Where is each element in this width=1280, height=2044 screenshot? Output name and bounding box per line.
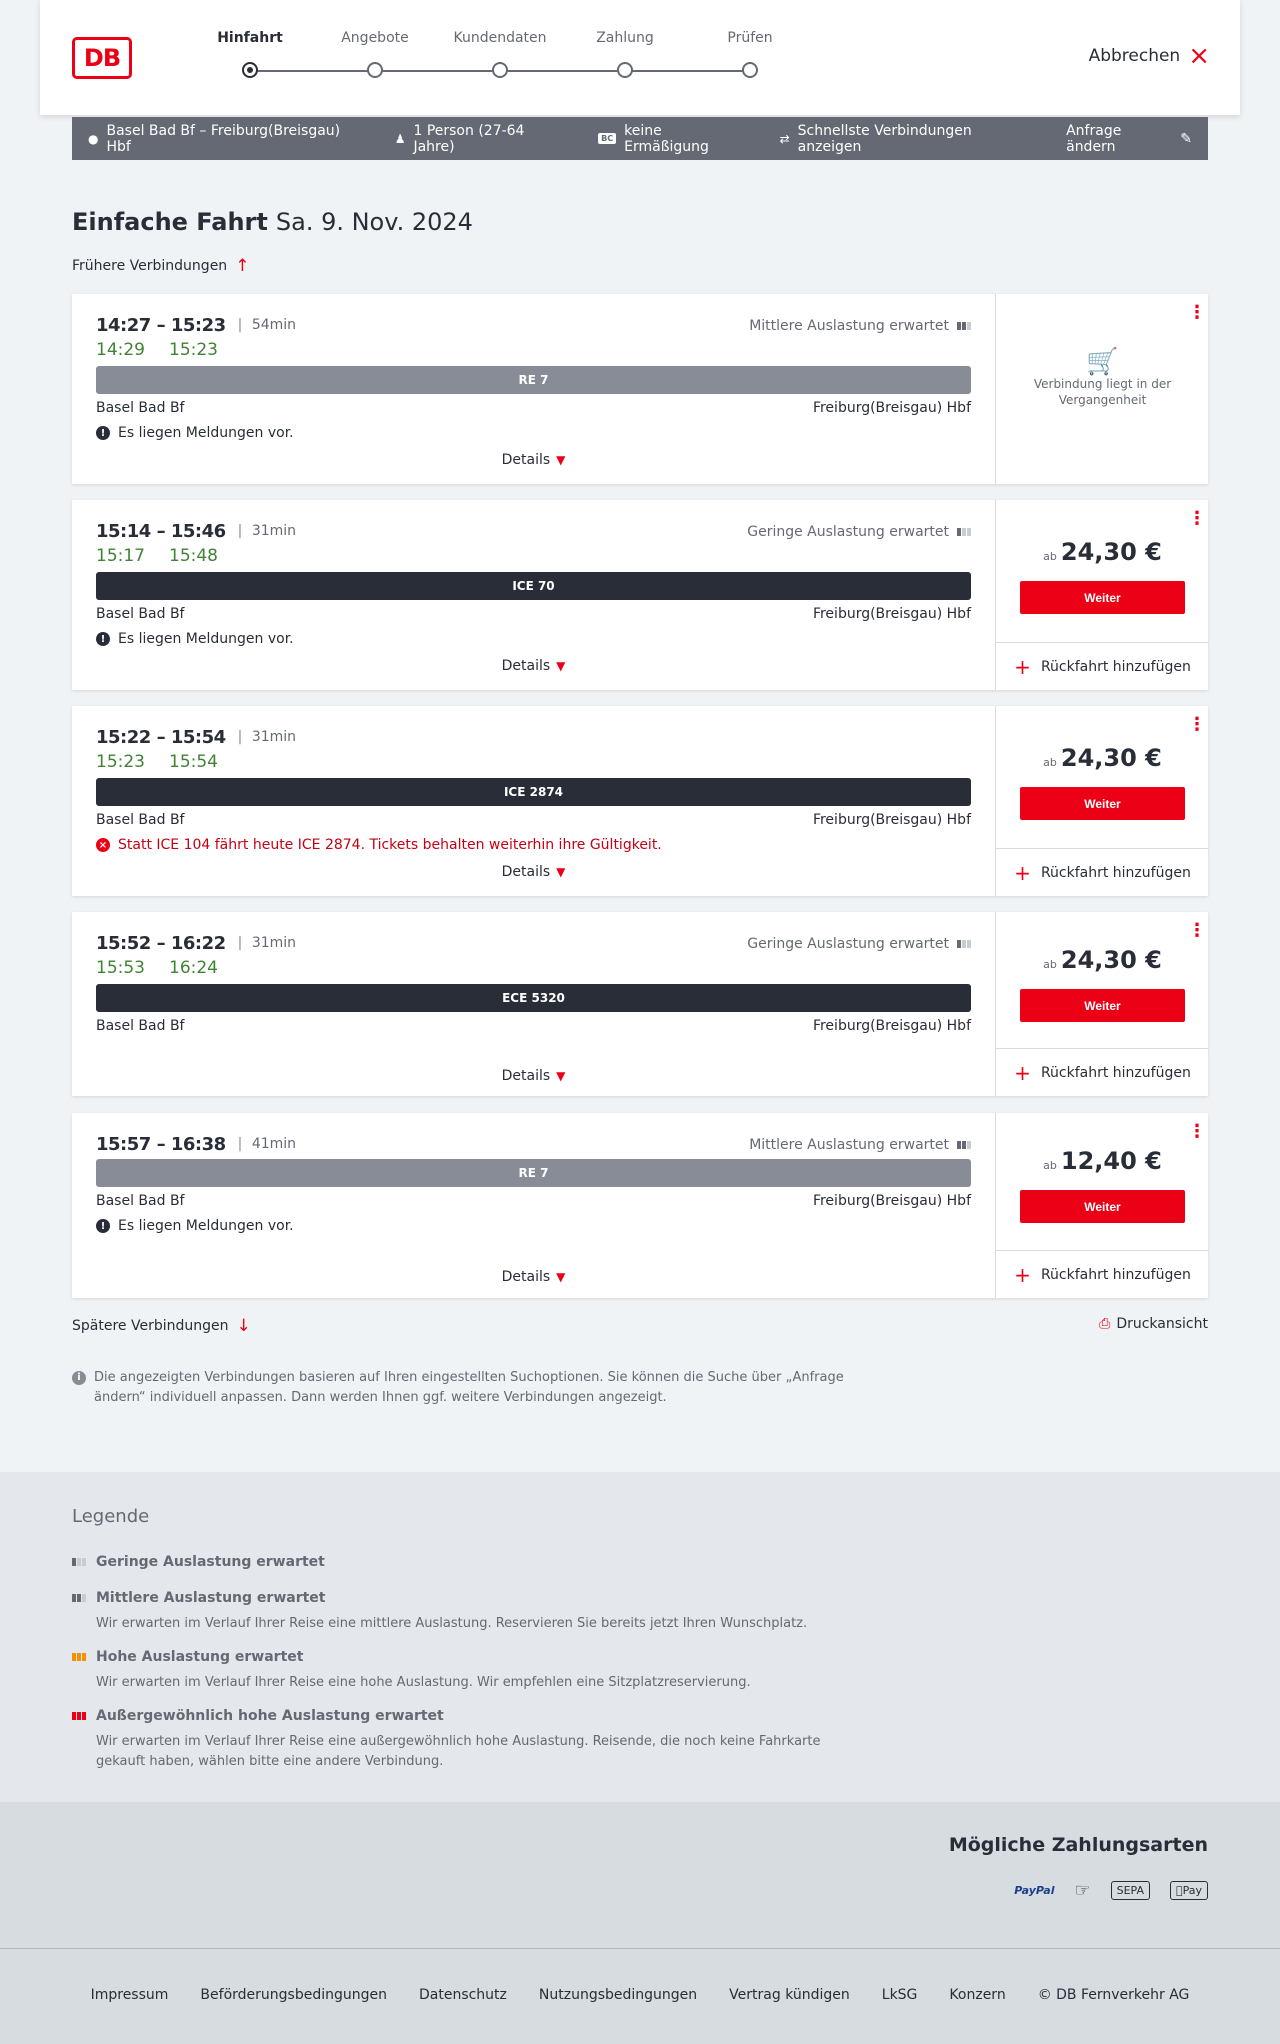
payment-methods [0, 1802, 1280, 1948]
step-kundendaten [440, 30, 560, 78]
load-high-icon [72, 1653, 88, 1661]
separator: | [237, 317, 242, 333]
step-label: Prüfen [727, 30, 773, 46]
change-request-label: Anfrage ändern [1066, 122, 1122, 155]
info-note-text: Die angezeigten Verbindungen basieren auf Ihren eingestellten Suchoptionen. Sie können die Suche über „Anfrage ändern“ individuell anpassen. Dann werden Ihnen ggf. weitere Verbindungen angezeigt. [94, 1370, 844, 1405]
apple-pay-label: Pay [1182, 1884, 1202, 1897]
duration: 41min [251, 1136, 297, 1152]
load-indicator [747, 524, 971, 540]
connection-card [72, 912, 1208, 1096]
connection-card [72, 500, 1208, 690]
footer-link-impressum[interactable]: Impressum [90, 1987, 169, 2003]
load-low-icon [957, 528, 971, 536]
load-low-icon [72, 1558, 88, 1566]
legend-item-description: Wir erwarten im Verlauf Ihrer Reise eine hohe Auslastung. Wir empfehlen eine Sitzplatzreservierung. [96, 1675, 751, 1690]
connection-card [72, 1113, 1208, 1298]
notice-text: Es liegen Meldungen vor. [118, 425, 294, 441]
more-options-icon[interactable]: ⋮ [1188, 920, 1206, 941]
destination-station: Freiburg(Breisgau) Hbf [812, 606, 971, 622]
duration: 31min [251, 523, 297, 539]
destination-station: Freiburg(Breisgau) Hbf [812, 812, 971, 828]
alert-icon: ! [96, 426, 110, 440]
price-prefix: ab [1043, 1159, 1057, 1172]
stations [96, 606, 971, 624]
arrow-up-icon: ↑ [235, 256, 250, 276]
add-return-button[interactable] [996, 848, 1209, 896]
origin-station: Basel Bad Bf [96, 400, 185, 416]
train-bar[interactable]: RE 7 [96, 1159, 971, 1187]
apple-logo-icon [1176, 1884, 1183, 1897]
duration: 31min [251, 729, 297, 745]
sepa-icon: SEPA [1111, 1881, 1150, 1900]
stations [96, 400, 971, 418]
search-summary-bar [72, 117, 1208, 160]
stations [96, 1193, 971, 1211]
print-label: Druckansicht [1116, 1316, 1208, 1332]
plus-icon: + [1014, 654, 1031, 679]
details-toggle[interactable] [72, 864, 995, 880]
details-toggle[interactable] [72, 1269, 995, 1285]
notice [96, 630, 971, 648]
legend-item-title: Geringe Auslastung erwartet [96, 1554, 325, 1570]
page-title [72, 208, 473, 236]
change-request-link[interactable] [1066, 123, 1192, 155]
price-amount: 24,30 € [1060, 538, 1162, 566]
load-low-icon [957, 940, 971, 948]
step-hinfahrt[interactable] [190, 30, 310, 78]
info-note [72, 1368, 852, 1408]
load-text: Mittlere Auslastung erwartet [749, 318, 949, 334]
step-dot [492, 62, 508, 78]
legend-item-description: Wir erwarten im Verlauf Ihrer Reise eine mittlere Auslastung. Reservieren Sie bereits jetzt Ihren Wunschplatz. [96, 1616, 808, 1631]
payment-icons [1014, 1880, 1208, 1901]
footer-link-konzern[interactable]: Konzern [949, 1987, 1006, 2003]
price-prefix: ab [1043, 550, 1057, 563]
discount-text: keine Ermäßigung [624, 122, 709, 155]
destination-station: Freiburg(Breisgau) Hbf [812, 1193, 971, 1209]
realtime-arrival: 15:23 [169, 340, 218, 360]
realtime-times [96, 546, 971, 568]
weiter-button[interactable]: Weiter [1020, 1190, 1185, 1223]
route-summary [88, 123, 363, 155]
more-options-icon[interactable]: ⋮ [1188, 714, 1206, 735]
db-logo[interactable] [72, 37, 132, 79]
trip-type: Einfache Fahrt [72, 208, 268, 236]
footer-link-vertrag-kuendigen[interactable]: Vertrag kündigen [729, 1987, 850, 2003]
legend-item-very-high [72, 1708, 872, 1772]
legend-item-medium [72, 1590, 872, 1634]
step-angebote [315, 30, 435, 78]
realtime-arrival: 15:54 [169, 752, 218, 772]
chevron-down-icon: ▼ [556, 865, 566, 879]
chevron-down-icon: ▼ [556, 1069, 566, 1083]
add-return-label: Rückfahrt hinzufügen [1040, 864, 1191, 881]
destination-station: Freiburg(Breisgau) Hbf [812, 400, 971, 416]
notice [96, 424, 971, 442]
footer-link-nutzungsbedingungen[interactable]: Nutzungsbedingungen [538, 1987, 698, 2003]
step-label: Zahlung [596, 30, 654, 46]
price-panel [995, 1113, 1208, 1298]
earlier-connections-link[interactable] [72, 256, 249, 276]
add-return-button[interactable] [996, 642, 1209, 690]
step-zahlung [565, 30, 685, 78]
realtime-times [96, 340, 971, 362]
step-label: Kundendaten [453, 30, 547, 46]
legend-item-high [72, 1649, 872, 1693]
stations [96, 812, 971, 830]
details-label: Details [501, 1269, 551, 1285]
legend-item-title: Außergewöhnlich hohe Auslastung erwartet [96, 1708, 444, 1724]
more-options-icon[interactable]: ⋮ [1188, 302, 1206, 323]
plus-icon: + [1014, 1262, 1031, 1287]
footer [0, 1948, 1280, 2044]
price-panel [995, 706, 1208, 896]
separator: | [237, 1136, 242, 1152]
realtime-times [96, 752, 971, 774]
footer-link-lksg[interactable]: LkSG [881, 1987, 918, 2003]
load-indicator [749, 1137, 971, 1153]
legend-item-title: Hohe Auslastung erwartet [96, 1649, 304, 1665]
weiter-button[interactable]: Weiter [1020, 787, 1185, 820]
alert-icon: ! [96, 632, 110, 646]
chevron-down-icon: ▼ [556, 453, 566, 467]
add-return-label: Rückfahrt hinzufügen [1040, 658, 1191, 675]
realtime-departure: 15:53 [96, 958, 145, 978]
step-pruefen [690, 30, 810, 78]
planned-times: 15:22 – 15:54 [96, 726, 226, 748]
pencil-icon: ✎ [1180, 130, 1192, 147]
past-connection-info [996, 347, 1209, 408]
notice-text: Es liegen Meldungen vor. [118, 631, 294, 647]
details-toggle[interactable] [72, 452, 995, 468]
realtime-arrival: 15:48 [169, 546, 218, 566]
swap-icon: ⇄ [779, 131, 790, 146]
info-icon: i [72, 1371, 86, 1385]
destination-station: Freiburg(Breisgau) Hbf [812, 1018, 971, 1034]
printer-icon: ⎙ [1099, 1316, 1111, 1332]
load-indicator [749, 318, 971, 334]
price-panel [995, 500, 1208, 690]
legend-title: Legende [72, 1506, 150, 1527]
card-icon: ☞ [1074, 1880, 1091, 1901]
step-label: Hinfahrt [217, 30, 283, 46]
route-text: Basel Bad Bf – Freiburg(Breisgau) Hbf [106, 122, 341, 155]
add-return-label: Rückfahrt hinzufügen [1040, 1266, 1191, 1283]
logo-text: DB [83, 44, 121, 72]
legend-item-description: Wir erwarten im Verlauf Ihrer Reise eine außergewöhnlich hohe Auslastung. Reisende, die noch keine Fahrkarte gekauft haben, wählen bitte eine andere Verbindung. [96, 1734, 821, 1769]
arrow-down-icon: ↓ [236, 1316, 251, 1336]
details-label: Details [501, 658, 551, 674]
duration: 54min [251, 317, 297, 333]
origin-station: Basel Bad Bf [96, 1018, 185, 1034]
planned-times: 15:14 – 15:46 [96, 520, 226, 542]
load-medium-icon [957, 322, 971, 330]
alert-icon: ! [96, 1219, 110, 1233]
more-options-icon[interactable]: ⋮ [1188, 1121, 1206, 1142]
step-dot [617, 62, 633, 78]
bahncard-icon: BC [598, 133, 616, 144]
payment-title: Mögliche Zahlungsarten [948, 1834, 1208, 1856]
load-medium-icon [957, 1141, 971, 1149]
chevron-down-icon: ▼ [556, 659, 566, 673]
details-label: Details [501, 452, 551, 468]
price-prefix: ab [1043, 756, 1057, 769]
details-toggle[interactable] [72, 658, 995, 674]
connection-card [72, 294, 1208, 484]
separator: | [237, 523, 242, 539]
add-return-label: Rückfahrt hinzufügen [1040, 1064, 1191, 1081]
weiter-button[interactable]: Weiter [1020, 989, 1185, 1022]
paypal-icon: PayPal [1014, 1884, 1055, 1897]
load-text: Geringe Auslastung erwartet [747, 524, 949, 540]
load-indicator [747, 936, 971, 952]
step-label: Angebote [341, 30, 409, 46]
price-panel [995, 294, 1208, 484]
separator: | [237, 729, 242, 745]
planned-times: 15:57 – 16:38 [96, 1133, 226, 1155]
separator: | [237, 935, 242, 951]
person-icon: ♟ [394, 131, 406, 146]
planned-times: 14:27 – 15:23 [96, 314, 226, 336]
realtime-departure: 14:29 [96, 340, 145, 360]
price-amount: 24,30 € [1060, 946, 1162, 974]
load-text: Mittlere Auslastung erwartet [749, 1137, 949, 1153]
later-label: Spätere Verbindungen [72, 1318, 229, 1334]
connection-card [72, 706, 1208, 896]
stations [96, 1018, 971, 1036]
fastest-text: Schnellste Verbindungen anzeigen [797, 122, 972, 155]
step-dot [367, 62, 383, 78]
price-amount: 12,40 € [1060, 1147, 1162, 1175]
fastest-summary [780, 123, 1035, 155]
discount-summary [598, 123, 747, 155]
train-bar[interactable]: RE 7 [96, 366, 971, 394]
step-dot [742, 62, 758, 78]
footer-link-datenschutz[interactable]: Datenschutz [418, 1987, 507, 2003]
legend-item-low [72, 1554, 872, 1570]
travelers-summary [395, 123, 566, 155]
print-view-link[interactable] [1099, 1316, 1208, 1332]
more-options-icon[interactable]: ⋮ [1188, 508, 1206, 529]
details-label: Details [501, 1068, 551, 1084]
footer-link-befoerderungsbedingungen[interactable]: Beförderungsbedingungen [200, 1987, 387, 2003]
price [996, 744, 1209, 772]
travelers-text: 1 Person (27-64 Jahre) [413, 122, 525, 155]
footer-copyright: © DB Fernverkehr AG [1037, 1987, 1190, 2003]
plus-icon: + [1014, 860, 1031, 885]
notice [96, 836, 971, 854]
cart-unavailable-icon: 🛒 [1086, 347, 1119, 377]
price-prefix: ab [1043, 958, 1057, 971]
plus-icon: + [1014, 1060, 1031, 1085]
load-medium-icon [72, 1594, 88, 1602]
add-return-button[interactable] [996, 1250, 1209, 1298]
footer-links [0, 1987, 1280, 2003]
notice-text: Es liegen Meldungen vor. [118, 1218, 294, 1234]
load-very-high-icon [72, 1712, 88, 1720]
legend [0, 1472, 1280, 1802]
header [40, 0, 1240, 115]
origin-station: Basel Bad Bf [96, 812, 185, 828]
realtime-departure: 15:17 [96, 546, 145, 566]
details-label: Details [501, 864, 551, 880]
price-amount: 24,30 € [1060, 744, 1162, 772]
close-icon: × [1188, 41, 1210, 71]
notice-text: Statt ICE 104 fährt heute ICE 2874. Tickets behalten weiterhin ihre Gültigkeit. [118, 837, 662, 853]
cancel-button[interactable] [1088, 41, 1210, 71]
notice [96, 1217, 971, 1235]
later-connections-link[interactable] [72, 1316, 251, 1336]
connection-times [96, 726, 971, 748]
realtime-times [96, 958, 971, 980]
price-panel [995, 912, 1208, 1096]
trip-date: Sa. 9. Nov. 2024 [275, 208, 473, 236]
weiter-button[interactable]: Weiter [1020, 581, 1185, 614]
planned-times: 15:52 – 16:22 [96, 932, 226, 954]
price [996, 538, 1209, 566]
error-icon: × [96, 838, 110, 852]
add-return-button[interactable] [996, 1048, 1209, 1096]
legend-item-title: Mittlere Auslastung erwartet [96, 1590, 326, 1606]
cancel-label: Abbrechen [1088, 46, 1181, 66]
earlier-label: Frühere Verbindungen [72, 258, 228, 274]
details-toggle[interactable] [72, 1068, 995, 1084]
origin-station: Basel Bad Bf [96, 606, 185, 622]
apple-pay-icon [1170, 1881, 1208, 1900]
progress-stepper [170, 30, 773, 90]
price [996, 1147, 1209, 1175]
train-bar[interactable]: ICE 2874 [96, 778, 971, 806]
duration: 31min [251, 935, 297, 951]
train-bar[interactable]: ICE 70 [96, 572, 971, 600]
chevron-down-icon: ▼ [556, 1270, 566, 1284]
realtime-departure: 15:23 [96, 752, 145, 772]
realtime-arrival: 16:24 [169, 958, 218, 978]
location-pin-icon: ● [88, 131, 99, 146]
step-dot [242, 62, 258, 78]
train-bar[interactable]: ECE 5320 [96, 984, 971, 1012]
price [996, 946, 1209, 974]
past-text: Verbindung liegt in der Vergangenheit [1033, 377, 1172, 407]
load-text: Geringe Auslastung erwartet [747, 936, 949, 952]
origin-station: Basel Bad Bf [96, 1193, 185, 1209]
